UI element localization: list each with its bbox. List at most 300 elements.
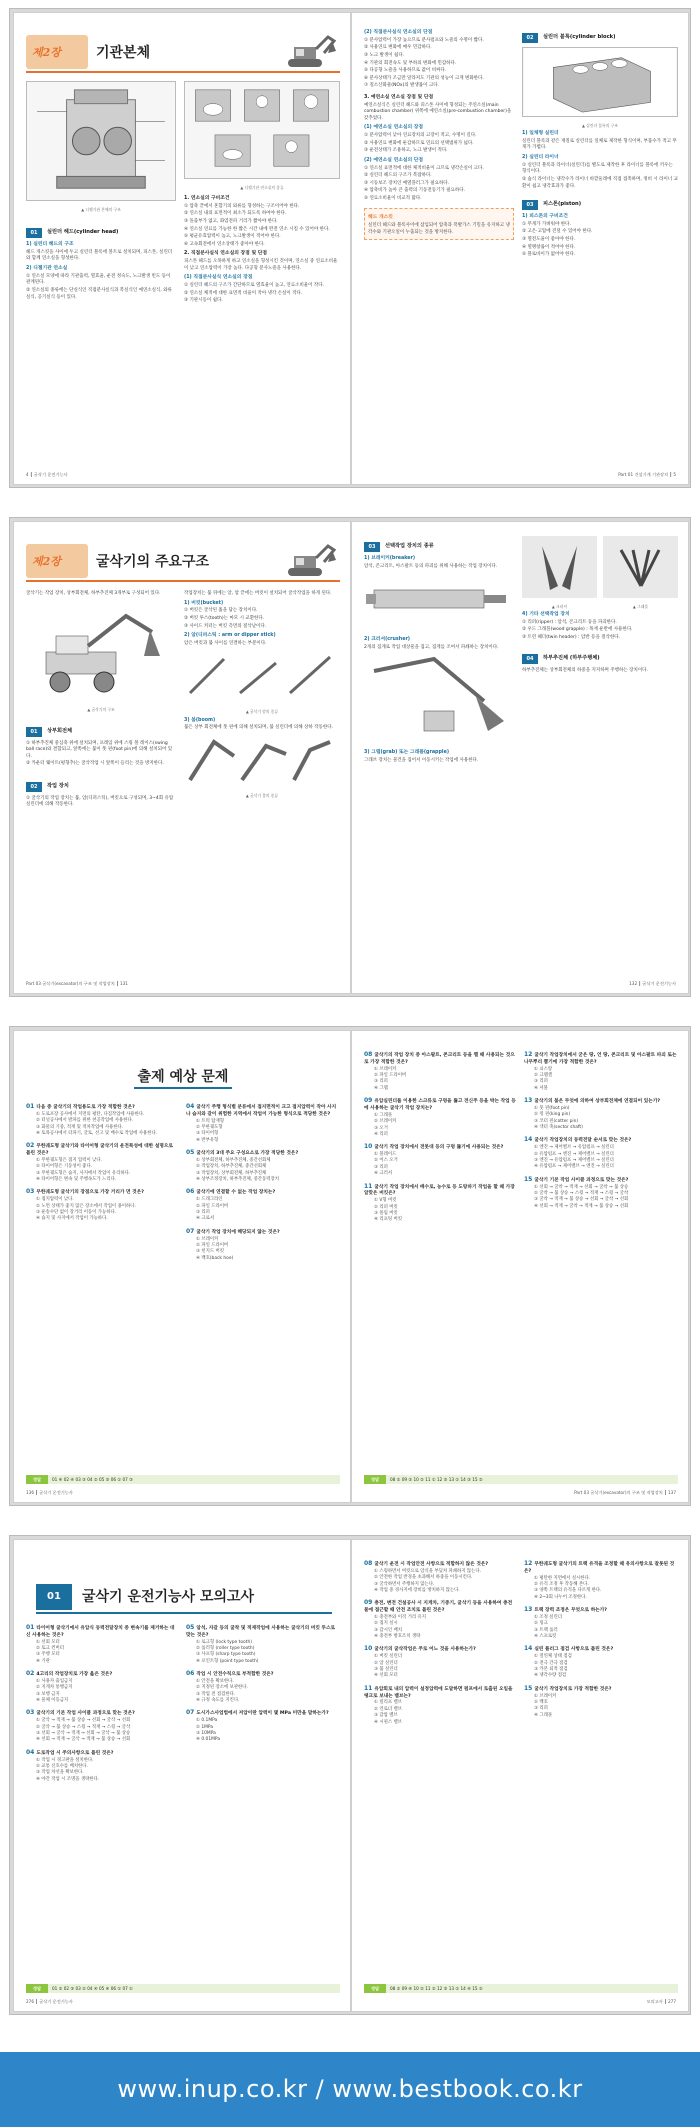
- question-number: 03: [26, 1709, 35, 1717]
- spread-expected-questions: [9, 1026, 691, 1506]
- option: ② 킹 핀(king pin): [534, 1112, 571, 1118]
- option: ③ 화물의 기중, 적재 및 적차작업에 사용한다.: [36, 1124, 124, 1130]
- list-item: ⑥ 고속회전에서 연소상태가 좋아야 한다.: [184, 241, 265, 247]
- paragraph: ② 연소실의 종류에는 단실식인 직접분사실식과 복실식인 예연소실식, 와류실식, 공기실식 등이 있다.: [26, 287, 172, 300]
- option: ② 백호: [534, 1699, 548, 1705]
- question-number: 02: [26, 1142, 35, 1150]
- figure-caption: ▲ 크러셔: [551, 603, 568, 609]
- option: ④ 0.01MPa: [196, 1737, 221, 1743]
- option: ③ 힌지드 버킷: [196, 1249, 224, 1255]
- option: ④ 그랩: [374, 1085, 388, 1091]
- question: [524, 1560, 678, 1601]
- right-column: [522, 27, 678, 259]
- left-column: [364, 1051, 516, 1229]
- section-title: 실린더 헤드(cylinder head): [47, 229, 119, 236]
- option: ① 선회 → 굴착 → 적재 → 선회 → 굴착 → 붐 상승: [534, 1184, 629, 1190]
- subheading: 2) 디젤기관 연소실: [26, 266, 68, 271]
- page-131: [13, 521, 351, 994]
- question-number: 13: [524, 1097, 533, 1105]
- option: ③ 타이어형: [196, 1131, 219, 1137]
- option: ① 풋 핀(foot pin): [534, 1105, 570, 1111]
- question: [186, 1103, 340, 1144]
- spread-excavator-structure: [9, 517, 691, 997]
- left-column: [364, 1560, 516, 1731]
- paragraph: 작업장치는 붐 뒤에는 암, 암 끝에는 버킷이 설치되어 굴삭작업을 하게 된다.: [184, 591, 332, 596]
- page-136: [13, 1030, 351, 1503]
- option: ④ 시퀀스 밸브: [374, 1719, 402, 1725]
- option: ④ 타이어형은 변속 및 주행속도가 느리다.: [36, 1177, 117, 1183]
- memo-box: [364, 208, 514, 240]
- right-column: [186, 1103, 340, 1267]
- figure-caption: ▲ 그래플: [632, 603, 649, 609]
- option: ② 1MPa: [196, 1724, 214, 1730]
- option: ② 리퍼 버킷: [374, 1204, 398, 1210]
- paragraph: 피스톤 헤드를 오목하게 하고 연소실을 형성시킨 것이며, 연소실 중 연료소비율이 낮고 연소압력이 가장 높다. 다공형 분사노즐을 사용한다.: [184, 259, 338, 271]
- option: ① 0.1MPa: [196, 1718, 218, 1724]
- subheading: (1) 직접분사실식 연소실의 장점: [184, 275, 253, 281]
- question: [364, 1051, 516, 1092]
- page-132: [351, 521, 689, 994]
- option: ② 유격 조정 후 작동해 본다.: [534, 1582, 589, 1587]
- question: [364, 1097, 516, 1138]
- question: [26, 1624, 178, 1665]
- question-text: 트랙 장력 조정은 무엇으로 하는가?: [534, 1608, 608, 1614]
- option: ③ 트랙 롤러: [534, 1627, 558, 1633]
- question-number: 12: [524, 1560, 533, 1567]
- figure-caption: ▲ 굴삭기 암의 종류: [245, 709, 279, 714]
- page-137: [351, 1030, 689, 1503]
- subheading: 3) 그랩(grab) 또는 그래플(grapple): [364, 749, 450, 755]
- list-item: ① 실린더 헤드의 구조가 간단하므로 열효율이 높고, 연료소비율이 작다.: [184, 283, 325, 288]
- answer-tag: 정답: [26, 1475, 48, 1484]
- question-number: 08: [364, 1051, 373, 1058]
- question-number: 07: [186, 1709, 195, 1717]
- option: ④ 크러셔: [374, 1171, 393, 1177]
- right-column: [184, 81, 340, 305]
- question-number: 10: [364, 1645, 373, 1653]
- option: ① 버킷 실린더: [374, 1654, 402, 1660]
- subheading: 2) 실린더 라이너: [522, 155, 559, 160]
- photo-grapple: [603, 536, 678, 609]
- option: ③ 리퍼: [196, 1210, 210, 1215]
- question: [26, 1749, 178, 1783]
- chapter-header: [26, 35, 340, 69]
- question-text: 도시가스사업법에서 저압이란 압력이 몇 MPa 미만을 말하는가?: [196, 1711, 329, 1717]
- question: [524, 1136, 678, 1170]
- option: ① 엔진 → 제어밸브 → 유압펌프 → 실린더: [534, 1145, 614, 1151]
- answer-list: 08 ① 09 ③ 10 ② 11 ① 12 ③ 13 ① 14 ③ 15 ②: [390, 1477, 483, 1482]
- option: ② 노면 상태가 좋지 않은 장소에서 작업이 용이하다.: [36, 1203, 136, 1209]
- question: [364, 1183, 516, 1224]
- question-text: 충전, 변전 건설공사 시 지게차, 기중기, 굴삭기 등을 사용하여 충전물에 접근할 때 안전 조치로 틀린 것은?: [364, 1601, 513, 1614]
- option: ① 사용자 출입금지: [36, 1678, 73, 1684]
- section-number: 03: [364, 542, 380, 552]
- page-5: [351, 12, 689, 485]
- option: ③ 양쪽 트랙의 유격을 다르게 한다.: [534, 1588, 602, 1594]
- question-number: 02: [26, 1670, 35, 1678]
- figure-caption: ▲ 굴삭기 붐의 종류: [245, 793, 279, 799]
- option: ③ 굴착 → 적재 → 붐 상승 → 선회 → 굴착 → 선회: [534, 1197, 629, 1203]
- option: ② 작업장치, 하부추진체, 중간선회체: [196, 1164, 267, 1170]
- option: ② 접지 실시: [374, 1621, 398, 1627]
- answer-tag: 정답: [364, 1475, 386, 1484]
- page-number: Part 01 건설기계 기관장치 ┃ 5: [618, 471, 676, 477]
- question: [26, 1103, 178, 1137]
- option: ② 토크 컨버터: [36, 1646, 64, 1651]
- option: ③ 무한궤도형은 습지, 사지에서 작업이 유리하다.: [36, 1170, 131, 1176]
- option: ① 작업 시 경고판을 설치한다.: [36, 1757, 94, 1763]
- answer-bar: [26, 1984, 340, 1993]
- question-number: 06: [186, 1670, 195, 1678]
- option: ④ 토목공사에서 터파기, 굴토, 선고 및 배수로 작업에 사용한다.: [36, 1130, 158, 1136]
- question: [364, 1645, 516, 1679]
- website-footer: [0, 2052, 700, 2127]
- option: ③ 선회 → 굴삭 → 적재 → 선회 → 굴삭 → 붐 상승: [36, 1731, 131, 1736]
- page-number: 4 ┃ 굴삭기 운전기능사: [26, 471, 68, 477]
- list-item: ① 분사압력이 가장 높으므로 분사펌프와 노즐의 수명이 짧다.: [364, 37, 484, 43]
- section-title: 실린더 블록(cylinder block): [543, 34, 616, 41]
- option: ③ 감압 밸브: [374, 1713, 398, 1719]
- question-text: 굴삭기의 기본 작업 사이클 과정으로 맞는 것은?: [36, 1711, 135, 1717]
- subheading: 1. 연소실의 구비조건: [184, 196, 230, 202]
- question-number: 06: [186, 1188, 195, 1196]
- question-text: 암석, 자갈 등의 굴착 및 적재작업에 사용하는 굴삭기의 버킷 투스로 맞는 것은?: [186, 1626, 336, 1638]
- subheading: 2) 암(디퍼스틱 : arm or dipper stick): [184, 633, 276, 639]
- option: ② 브레이커: [374, 1119, 397, 1125]
- list-item: ③ 열전도율이 좋아야 한다.: [522, 237, 576, 242]
- subheading: (2) 예연소실 연소실의 단점: [364, 157, 424, 163]
- question-number: 12: [524, 1051, 533, 1058]
- list-item: ③ 돌출부가 없고, 화염전파 거리가 짧아야 한다.: [184, 219, 278, 224]
- paragraph: 붐은 상부 회전체에 풋 핀에 의해 설치되며, 붐 실린더에 의해 상하 작동한다.: [184, 725, 334, 731]
- question: [524, 1645, 678, 1679]
- section-number: 04: [522, 654, 538, 664]
- question-text: 무한궤도형 굴삭기의 장점으로 가장 거리가 먼 것은?: [36, 1190, 144, 1196]
- option: ③ 운송수단 없이 장거리 이동이 가능하다.: [36, 1210, 117, 1215]
- option: ① 그래플: [374, 1112, 393, 1118]
- section-heading: [26, 228, 176, 238]
- answer-list: 01 ④ 02 ④ 03 ③ 04 ② 05 ③ 06 ① 07 ③: [52, 1477, 133, 1482]
- excavator-icon: [282, 33, 338, 71]
- photo-crusher: [522, 536, 597, 609]
- answer-list: 01 ② 02 ③ 03 ② 04 ④ 05 ④ 06 ① 07 ①: [52, 1986, 133, 1991]
- question-number: 04: [186, 1103, 195, 1110]
- option: ② 파일 드라이버: [374, 1073, 407, 1078]
- option: ② 타이어형은 기동성이 좋다.: [36, 1164, 93, 1170]
- crusher-figure: [364, 651, 514, 743]
- option: ② 안전한 작업 반경을 초과해서 하중을 이동시킨다.: [374, 1575, 473, 1581]
- list-item: ⑥ 분사상태가 조금만 달라져도 기관의 성능이 크게 변화한다.: [364, 75, 484, 81]
- attachment-photos: [522, 536, 678, 609]
- memo-title: 헤드 개스킷: [368, 215, 393, 221]
- page-number: 136 ┃ 굴삭기 운전기능사: [26, 1489, 73, 1495]
- question: [26, 1142, 178, 1183]
- question-number: 01: [26, 1103, 35, 1110]
- section-heading: [522, 654, 678, 664]
- question-text: 굴삭기에 연결할 수 없는 작업 장치는?: [196, 1190, 276, 1196]
- question-text: 굴삭기의 굴삭작업은 주로 어느 것을 사용하는가?: [374, 1647, 476, 1653]
- section-number: 02: [26, 782, 42, 792]
- question-text: 유압회로 내의 압력이 설정압력에 도달하면 펌프에서 토출된 오일을 탱크로 보내는 밸브는?: [364, 1686, 513, 1699]
- question-text: 무한궤도형 굴삭기와 타이어형 굴삭기의 운전특성에 대한 설명으로 틀린 것은?: [26, 1144, 173, 1157]
- option: ① 도로포장 공사에서 지면의 평탄, 다짐작업에 사용한다.: [36, 1111, 145, 1117]
- option: ④ 섹터 축(sector shaft): [534, 1125, 583, 1131]
- question-number: 14: [524, 1136, 533, 1144]
- question-number: 05: [186, 1149, 195, 1157]
- question-number: 05: [186, 1624, 195, 1631]
- right-column: [524, 1051, 678, 1215]
- question-number: 10: [364, 1143, 373, 1151]
- question-text: 굴삭기의 작업 장치 중 아스팔트, 콘크리트 등을 깰 때 사용되는 것으로 가장 적합한 것은?: [364, 1053, 515, 1065]
- section-number: 03: [522, 200, 538, 210]
- question-text: 굴삭기 운전 시 작업안전 사항으로 적합하지 않은 것은?: [374, 1562, 489, 1567]
- list-item: ⑤ 블로바이가 없어야 한다.: [522, 252, 576, 258]
- question-number: 09: [364, 1599, 373, 1607]
- option: ① 스윙하면서 버킷으로 암석을 부딪쳐 파쇄하지 않는다.: [374, 1568, 482, 1574]
- subheading: 2) 크러셔(crusher): [364, 636, 410, 642]
- question-text: 굴삭기의 3대 주요 구성요소로 가장 적당한 것은?: [196, 1151, 299, 1157]
- page-number: 132 ┃ 굴삭기 운전기능사: [629, 980, 676, 986]
- paragraph: ① 실린더 블록과 라이너(실린더)를 별도로 제작한 후 라이너를 블록에 끼우는 형식이다.: [522, 162, 673, 175]
- question: [524, 1051, 678, 1092]
- option: ① 평탄한 지면에서 실시한다.: [534, 1575, 591, 1581]
- question-text: 도로작업 시 주의사항으로 틀린 것은?: [36, 1750, 114, 1756]
- engine-figure: [26, 81, 176, 201]
- title-rule: [134, 1087, 232, 1089]
- question: [26, 1709, 178, 1743]
- combustion-chamber-figure: [184, 81, 340, 179]
- list-item: ② 우드 그래플(wood grapple) : 목재 운반에 사용한다.: [522, 627, 633, 633]
- option: ③ 폴립 버킷: [374, 1210, 398, 1216]
- option: ② 어스 오거: [374, 1158, 398, 1164]
- boom-types-figure: [184, 732, 340, 788]
- list-item: ③ 노크 발생이 쉽다.: [364, 52, 405, 58]
- option: ③ 감시인 배치: [374, 1627, 402, 1633]
- question-number: 07: [186, 1227, 195, 1235]
- mock-exam-header: [36, 1584, 332, 1610]
- section-heading: [364, 542, 514, 552]
- subheading: 1) 실린더 헤드의 구조: [26, 242, 74, 248]
- option: ① 드래그라인: [196, 1197, 223, 1203]
- option: ② 굴착 → 붐 상승 → 스윙 → 적재 → 스윙 → 굴착: [534, 1190, 629, 1196]
- option: ③ 붐 실린더: [374, 1667, 398, 1672]
- option: ① 절연체 상태 점검: [534, 1654, 572, 1660]
- excavator-icon: [282, 542, 338, 580]
- option: ① 선회 모터: [36, 1639, 60, 1645]
- section-title: 상부회전체: [47, 727, 73, 734]
- option: ① 굴삭 → 적재 → 붐 상승 → 선회 → 굴삭 → 선회: [36, 1718, 131, 1724]
- question-text: 유압실린더를 이용한 스크류로 구멍을 뚫고 전신주 등을 박는 작업 등에 사용하는 굴삭기 작업 장치는?: [364, 1099, 516, 1111]
- option: ③ 작업 전 점검한다.: [196, 1691, 236, 1697]
- paragraph: 실린더 블록과 같은 재질로 실린더를 일체로 제작한 형식이며, 부품수가 적고 무게가 가볍다.: [522, 138, 677, 151]
- mock-exam-title: 굴삭기 운전기능사 모의고사: [82, 1589, 255, 1605]
- section-title: 작업 장치: [47, 782, 69, 789]
- option: ④ 유압펌프 → 제어밸브 → 엔진 → 실린더: [534, 1164, 614, 1170]
- option: ③ 리퍼: [534, 1706, 548, 1712]
- website-url[interactable]: www.inup.co.kr / www.bestbook.co.kr: [117, 2075, 583, 2103]
- right-column: [186, 1624, 340, 1749]
- chapter-title: 기관본체: [96, 45, 151, 61]
- page-number: Part 03 굴삭기(excavator)의 구조 및 작업장치 ┃ 131: [26, 980, 128, 986]
- option: ④ 선회 → 적재 → 굴착 → 적재 → 붐 상승 → 선회: [534, 1203, 629, 1209]
- option: ④ 선회 모터: [374, 1673, 398, 1679]
- option: ③ 주행 모터: [36, 1652, 60, 1658]
- page-number: 276 ┃ 굴삭기 운전기능사: [26, 1998, 73, 2004]
- section-heading: [26, 782, 176, 792]
- paragraph: ① 하부추진체 중심축 위에 설치되며, 프레임 위에 스윙 볼 레이스(swing ball race)와 결합되고, 앞쪽에는 붐이 풋 핀(foot pin)에 의해 설치되어 있다.: [26, 740, 173, 759]
- list-item: ② 사용연료 변화에 매우 민감하다.: [364, 45, 432, 51]
- option: ④ 작업 중 경사지에 장비를 방치하지 않는다.: [374, 1587, 460, 1593]
- option: ③ 코터 핀(cotter pin): [534, 1118, 579, 1124]
- answer-tag: 정답: [364, 1984, 386, 1993]
- figure-caption: ▲ 실린더 블록의 구조: [582, 122, 618, 128]
- option: ① 쇠스랑: [534, 1066, 553, 1072]
- page-276: [13, 1539, 351, 2012]
- option: ② 파일 드라이버: [196, 1242, 229, 1248]
- answer-bar: [26, 1475, 340, 1484]
- question: [524, 1685, 678, 1719]
- right-column: [184, 590, 340, 799]
- list-item: ⑤ 연료소비율이 비교적 많다.: [364, 195, 422, 201]
- list-item: ⑤ 평균유효압력이 높고, 노크발생이 적어야 한다.: [184, 234, 281, 240]
- option: ④ 2~3회 나누어 조정한다.: [534, 1594, 587, 1600]
- page-277: [351, 1539, 689, 2012]
- question: [26, 1670, 178, 1704]
- option: ① 안전을 확보한다.: [196, 1678, 234, 1684]
- question: [186, 1188, 340, 1222]
- list-item: ① 무게가 가벼워야 한다.: [522, 221, 571, 227]
- option: ② 무한궤도형: [196, 1125, 223, 1130]
- answer-tag: 정답: [26, 1984, 48, 1993]
- option: ② 터널공사에서 발파를 위한 천공작업에 사용한다.: [36, 1118, 134, 1124]
- option: ④ 리퍼: [374, 1131, 388, 1137]
- list-item: ① 분사압력이 낮아 연료장치의 고장이 적고, 수명이 길다.: [364, 133, 477, 139]
- option: ④ 선회 → 적재 → 굴삭 → 적재 → 붐 상승 → 선회: [36, 1737, 131, 1743]
- page-4: [13, 12, 351, 485]
- paragraph: 암은 버킷과 붐 사이를 연결하는 부분이다.: [184, 640, 267, 646]
- option: ③ 작업장치, 상부회전체, 하부추진체: [196, 1170, 267, 1176]
- option: ① 브레이커: [534, 1693, 557, 1699]
- section-title: 피스톤(piston): [543, 201, 582, 208]
- list-item: ⑦ 질소산화물(NOx)의 발생률이 크다.: [364, 83, 440, 89]
- paragraph: ② 카운터 웨이트(평형추)는 굴삭작업 시 앞쪽이 들리는 것을 방지한다.: [26, 761, 164, 767]
- list-item: ③ 시동보조 장치인 예열플러그가 필요하다.: [364, 180, 450, 186]
- question: [186, 1624, 340, 1665]
- option: ④ 셔블: [534, 1085, 548, 1091]
- left-column: [364, 27, 514, 240]
- question: [186, 1228, 340, 1262]
- figure-caption: ▲ 디젤기관 연소실의 종류: [240, 184, 284, 190]
- option: ④ 스프로킷: [534, 1634, 557, 1640]
- section-heading: [26, 727, 176, 737]
- mock-exam-rule: [36, 1612, 332, 1614]
- question-number: 09: [364, 1097, 373, 1105]
- question: [524, 1606, 678, 1640]
- question-text: 무한궤도형 굴삭기의 트랙 유격을 조정할 때 유의사항으로 잘못된 것은?: [524, 1562, 675, 1574]
- question-text: 굴삭기 작업장치의 동력전달 순서로 맞는 것은?: [534, 1138, 632, 1144]
- subheading: 1) 피스톤의 구비조건: [522, 214, 568, 220]
- option: ③ 리퍼: [374, 1164, 388, 1170]
- question: [364, 1143, 516, 1177]
- chapter-number: 제2장: [32, 555, 61, 568]
- subheading: 3) 붐(boom): [184, 717, 216, 723]
- option: ② 지게차 통행금지: [36, 1685, 73, 1691]
- option: ① 조정 실린더: [534, 1614, 562, 1620]
- option: ① 트럭 탑재형: [196, 1118, 224, 1124]
- list-item: ① 연소실 표면적에 대한 체적비율이 크므로 냉각손실이 크다.: [364, 165, 484, 171]
- section-number: 02: [522, 33, 538, 43]
- list-item: ② 연소실 체적에 대한 표면적 비율이 작아 냉각 손실이 작다.: [184, 290, 303, 296]
- option: ③ 리퍼: [534, 1079, 548, 1085]
- option: ① 브레이커: [196, 1236, 219, 1242]
- paragraph: ① 굴삭기의 작업 장치는 붐, 암(디퍼스틱), 버킷으로 구성되며, 3~4회 유압 실린더에 의해 작동한다.: [26, 795, 174, 808]
- paragraph: 예연소실식은 실린더 헤드와 피스톤 사이에 형성되는 주연소실(main combustion chamber) 위쪽에 예연소실(pre-combustion chamber)을 갖추었다.: [364, 102, 512, 121]
- option: ② 암 실린더: [374, 1660, 398, 1666]
- chapter-title: 굴삭기의 주요구조: [96, 554, 210, 570]
- question-number: 04: [26, 1748, 35, 1756]
- option: ② 크램셸: [534, 1073, 553, 1078]
- breaker-figure: [364, 570, 514, 630]
- option: ① 상부회전체, 하부추진체, 중간선회체: [196, 1157, 271, 1163]
- option: ① 로크형 (lock type tooth): [196, 1639, 252, 1645]
- chapter-badge: [26, 35, 88, 69]
- cylinder-block-figure: [522, 47, 678, 117]
- option: ④ 상부조정장치, 하부추진체, 중간동력장치: [196, 1177, 280, 1183]
- paragraph: ② 습식 라이너는 냉각수가 라이너 바깥둘레에 직접 접촉하며, 정비 시 라이너 교환이 쉽고 냉각효과가 좋다.: [522, 176, 678, 189]
- option: ④ 규정 속도를 지킨다.: [196, 1698, 240, 1704]
- answer-bar: [364, 1984, 678, 1993]
- question-text: 타이어형 굴삭기에서 유압식 동력전달장치 중 변속기를 제거하는 대신 사용하는 것은?: [26, 1626, 175, 1638]
- paragraph: 암석, 콘크리트, 아스팔트 등의 파괴를 위해 사용하는 작업 장치이다.: [364, 563, 498, 569]
- right-column: [524, 1560, 678, 1724]
- option: ③ 작업 차선을 확보한다.: [36, 1770, 84, 1776]
- question: [364, 1560, 516, 1594]
- chapter-badge: [26, 544, 88, 578]
- mock-exam-number: 01: [36, 1584, 72, 1610]
- section-title: 선택작업 장치의 종류: [385, 543, 434, 550]
- chapter-header: [26, 544, 340, 578]
- left-column: [26, 81, 176, 301]
- option: ④ 리프팅 버킷: [374, 1217, 402, 1223]
- question: [364, 1599, 516, 1640]
- option: ③ 샤프형 (sharp type tooth): [196, 1652, 256, 1658]
- question-text: 작업 시 안전수칙으로 부적합한 것은?: [196, 1672, 274, 1678]
- option: ① 브레이커: [374, 1066, 397, 1072]
- question: [364, 1685, 516, 1726]
- list-item: ② 버킷 투스(tooth)는 마모 시 교환한다.: [184, 615, 265, 621]
- question-number: 11: [364, 1182, 373, 1190]
- paragraph: 헤드 개스킷을 사이에 두고 실린더 블록에 볼트로 설치되며, 피스톤, 실린더와 함께 연소실을 형성한다.: [26, 249, 173, 262]
- option: ② 유압펌프 → 엔진 → 제어밸브 → 실린더: [534, 1151, 614, 1157]
- wheel-excavator-figure: [26, 602, 176, 702]
- question-text: 4고리의 작업장치로 가장 옳은 것은?: [36, 1672, 113, 1678]
- question: [524, 1097, 678, 1131]
- option: ③ 보행 금지: [36, 1691, 60, 1697]
- question-text: 실린 플러그 점검 사항으로 틀린 것은?: [534, 1647, 614, 1653]
- option: ② 지정된 장소에 보관한다.: [196, 1685, 248, 1691]
- question-text: 굴삭기 작업장치로 가장 적합한 것은?: [534, 1686, 612, 1692]
- chapter-rule: [26, 580, 340, 582]
- option: ④ 충전부 방호조치 생략: [374, 1634, 421, 1640]
- option: ④ 그래플: [534, 1712, 553, 1718]
- subheading: (2) 직접분사실식 연소실의 단점: [364, 30, 433, 35]
- option: ① 충전부와 이격 거리 유지: [374, 1614, 426, 1620]
- question: [26, 1188, 178, 1222]
- option: ② 교통 신호수를 배치한다.: [36, 1763, 88, 1769]
- question-text: 굴삭기 작업장치에서 굳은 땅, 언 땅, 콘크리트 및 아스팔트 파괴 또는 나무뿌리 뽑기에 가장 적합한 것은?: [524, 1053, 677, 1065]
- question-text: 굴삭기 작업 장치에서 전봇대 등의 구멍 뚫기에 사용되는 것은?: [374, 1145, 504, 1151]
- option: ② 언로더 밸브: [374, 1706, 402, 1712]
